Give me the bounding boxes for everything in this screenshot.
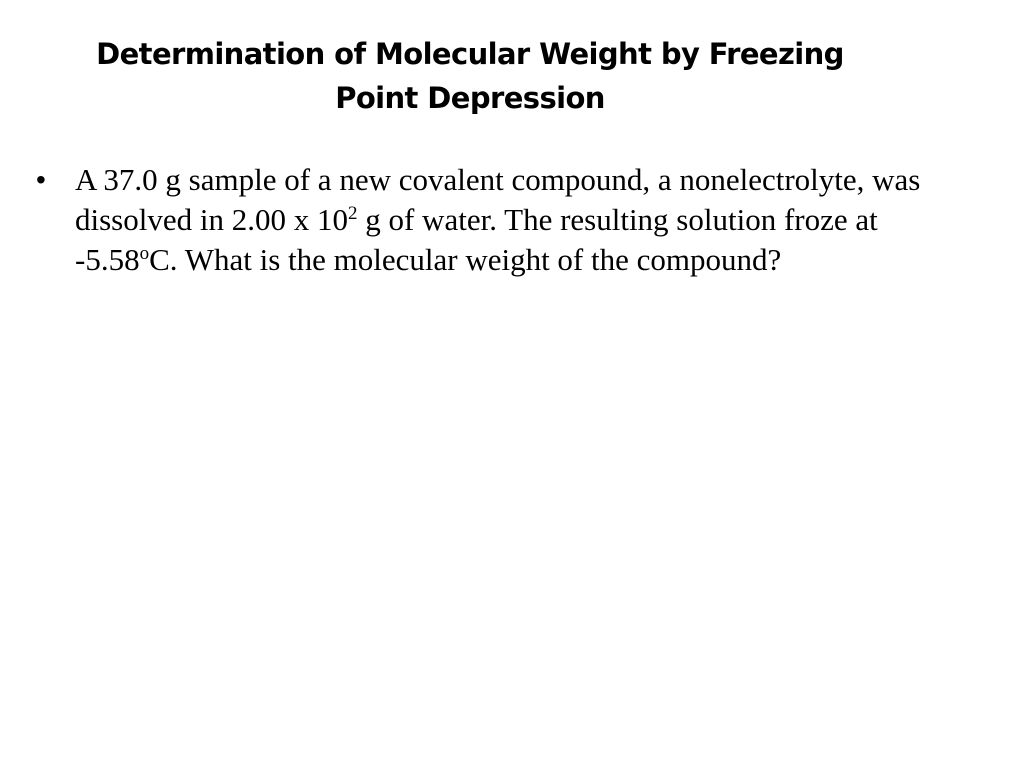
bullet-list (36, 160, 986, 280)
bullet-marker: • (36, 164, 46, 195)
bullet-text-segment: g of water. The resulting solution froze at -5.58 (75, 202, 878, 277)
superscript-exponent: 2 (347, 203, 358, 224)
superscript-degree: o (139, 243, 150, 264)
bullet-item (36, 160, 986, 280)
slide-title-line: Point Depression (335, 81, 605, 115)
bullet-text (75, 162, 920, 277)
slide-title (40, 32, 900, 120)
bullet-text-segment: C. What is the molecular weight of the compound? (149, 242, 782, 277)
bullet-text-segment: A 37.0 g sample of a new covalent compound, a nonelectrolyte, was dissolved in 2.00 x 10 (75, 162, 921, 237)
slide-title-line: Determination of Molecular Weight by Freezing (96, 37, 844, 71)
